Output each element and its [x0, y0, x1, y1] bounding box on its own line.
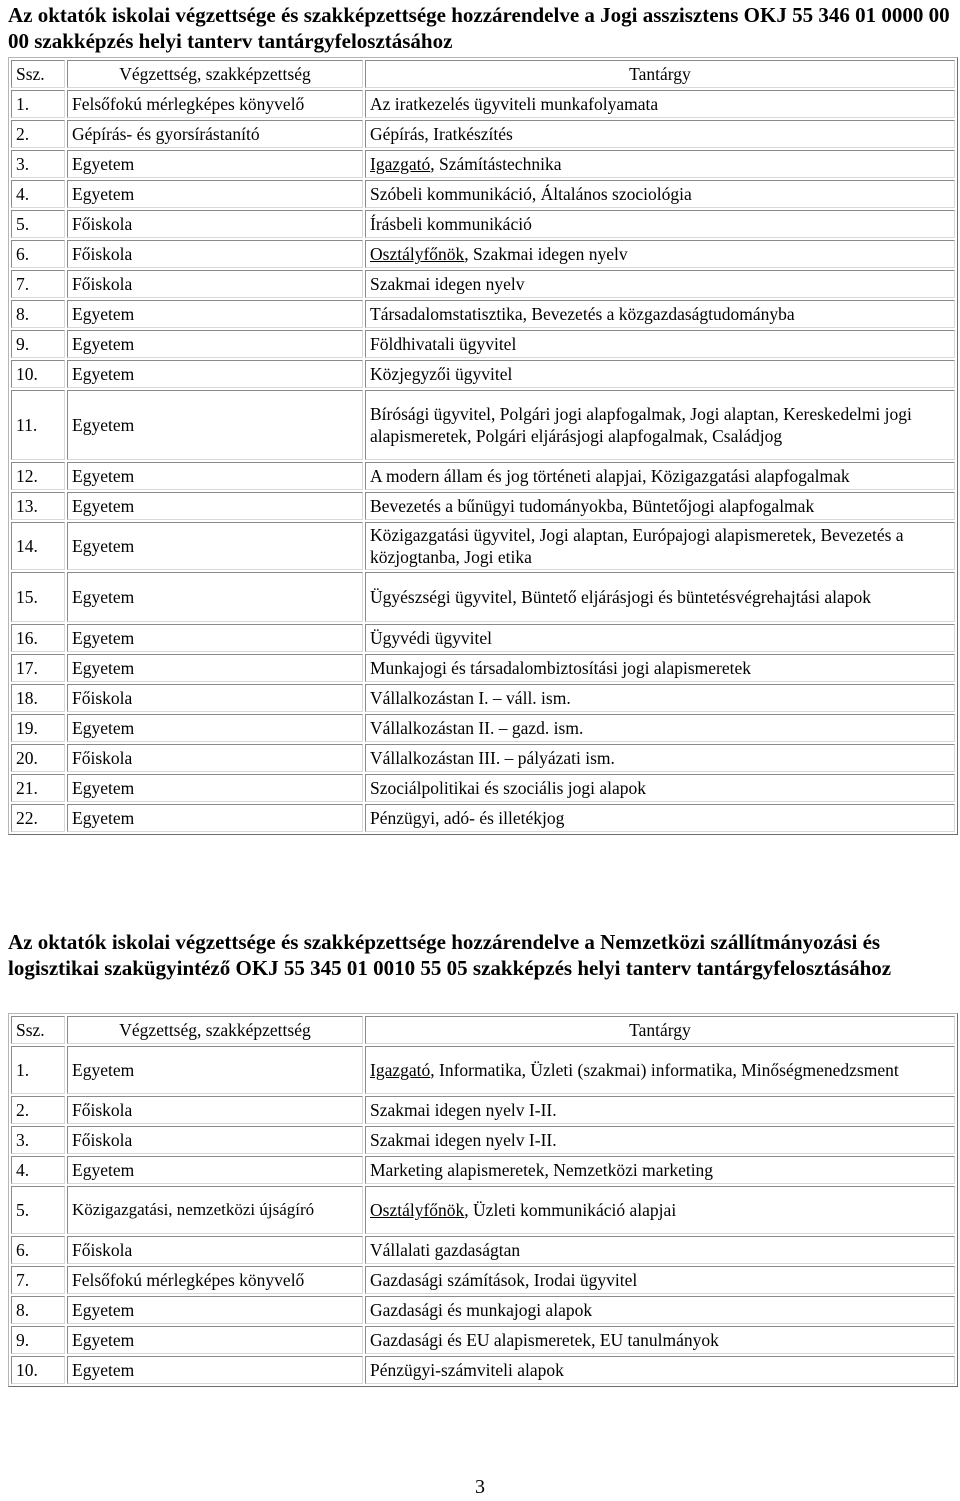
cell-vegzettseg: Egyetem: [67, 1296, 363, 1324]
cell-tantargy: [365, 572, 955, 622]
cell-tantargy: [365, 240, 955, 268]
table-row: [11, 120, 955, 148]
cell-tantargy: [365, 1326, 955, 1354]
table-row: [11, 654, 955, 682]
tantargy-text: Közigazgatási ügyvitel, Jogi alaptan, Európajogi alapismeretek, Bevezetés a közjogtanba, Jogi etika: [370, 525, 904, 567]
tantargy-text: Vállalkozástan III. – pályázati ism.: [370, 748, 615, 768]
cell-tantargy: [365, 1096, 955, 1124]
cell-vegzettseg: Egyetem: [67, 572, 363, 622]
cell-ssz: 16.: [11, 624, 65, 652]
cell-ssz: 8.: [11, 300, 65, 328]
cell-ssz: 11.: [11, 390, 65, 460]
tantargy-text: , Számítástechnika: [430, 154, 562, 174]
cell-vegzettseg: Egyetem: [67, 804, 363, 832]
header-tantargy: Tantárgy: [365, 60, 955, 88]
tantargy-text: Bevezetés a bűnügyi tudományokba, Büntetőjogi alapfogalmak: [370, 496, 815, 516]
table-row: [11, 624, 955, 652]
cell-tantargy: [365, 624, 955, 652]
underlined-role: Osztályfőnök: [370, 1200, 465, 1220]
cell-ssz: 2.: [11, 1096, 65, 1124]
cell-vegzettseg: Főiskola: [67, 1236, 363, 1264]
table-row: [11, 522, 955, 570]
cell-vegzettseg: Egyetem: [67, 714, 363, 742]
cell-tantargy: [365, 714, 955, 742]
table-row: [11, 1296, 955, 1324]
table-row: [11, 744, 955, 772]
cell-tantargy: [365, 1296, 955, 1324]
cell-ssz: 14.: [11, 522, 65, 570]
table-row: [11, 684, 955, 712]
table-row: [11, 1266, 955, 1294]
tantargy-text: Bírósági ügyvitel, Polgári jogi alapfogalmak, Jogi alaptan, Kereskedelmi jogi alapismeretek, Polgári eljárásjogi alapfogalmak, Családjog: [370, 404, 912, 446]
cell-vegzettseg: Egyetem: [67, 462, 363, 490]
cell-vegzettseg: Egyetem: [67, 390, 363, 460]
cell-vegzettseg: Egyetem: [67, 1046, 363, 1094]
cell-tantargy: [365, 120, 955, 148]
cell-ssz: 22.: [11, 804, 65, 832]
cell-vegzettseg: Gépírás- és gyorsírástanító: [67, 120, 363, 148]
cell-ssz: 2.: [11, 120, 65, 148]
tantargy-text: Írásbeli kommunikáció: [370, 214, 532, 234]
cell-vegzettseg: Egyetem: [67, 180, 363, 208]
tantargy-text: Marketing alapismeretek, Nemzetközi marketing: [370, 1160, 714, 1180]
cell-vegzettseg: Felsőfokú mérlegképes könyvelő: [67, 90, 363, 118]
cell-vegzettseg: Egyetem: [67, 1356, 363, 1384]
cell-tantargy: [365, 1126, 955, 1154]
cell-ssz: 17.: [11, 654, 65, 682]
table-row: [11, 492, 955, 520]
cell-ssz: 1.: [11, 1046, 65, 1094]
tantargy-text: Ügyészségi ügyvitel, Büntető eljárásjogi és büntetésvégrehajtási alapok: [370, 587, 872, 607]
tantargy-text: Munkajogi és társadalombiztosítási jogi alapismeretek: [370, 658, 752, 678]
table-row: [11, 572, 955, 622]
cell-ssz: 9.: [11, 330, 65, 358]
cell-ssz: 19.: [11, 714, 65, 742]
cell-vegzettseg: Főiskola: [67, 1096, 363, 1124]
table-header-row: [11, 60, 955, 88]
cell-tantargy: [365, 522, 955, 570]
tantargy-text: Társadalomstatisztika, Bevezetés a közgazdaságtudományba: [370, 304, 795, 324]
cell-ssz: 18.: [11, 684, 65, 712]
section-2-title: Az oktatók iskolai végzettsége és szakképzettsége hozzárendelve a Nemzetközi szállítmányozási és logisztikai szakügyintéző OKJ 55 345 01 0010 55 05 szakképzés helyi tanterv tantárgyfelosztásához: [8, 930, 892, 980]
cell-vegzettseg: Közigazgatási, nemzetközi újságíró: [67, 1186, 363, 1234]
table-header-row: [11, 1016, 955, 1044]
table-row: [11, 1236, 955, 1264]
cell-ssz: 3.: [11, 1126, 65, 1154]
cell-vegzettseg: Egyetem: [67, 150, 363, 178]
cell-vegzettseg: Egyetem: [67, 774, 363, 802]
cell-vegzettseg: Egyetem: [67, 492, 363, 520]
tantargy-text: Szociálpolitikai és szociális jogi alapok: [370, 778, 647, 798]
cell-tantargy: [365, 1186, 955, 1234]
cell-vegzettseg: Főiskola: [67, 270, 363, 298]
cell-tantargy: [365, 90, 955, 118]
cell-tantargy: [365, 180, 955, 208]
table-row: [11, 1096, 955, 1124]
tantargy-text: Pénzügyi-számviteli alapok: [370, 1360, 564, 1380]
cell-tantargy: [365, 390, 955, 460]
section-2-table: [8, 1013, 958, 1387]
cell-tantargy: [365, 360, 955, 388]
tantargy-text: A modern állam és jog történeti alapjai, Közigazgatási alapfogalmak: [370, 466, 850, 486]
cell-vegzettseg: Egyetem: [67, 654, 363, 682]
header-ssz: Ssz.: [11, 60, 65, 88]
cell-vegzettseg: Egyetem: [67, 360, 363, 388]
cell-ssz: 7.: [11, 270, 65, 298]
cell-vegzettseg: Főiskola: [67, 744, 363, 772]
cell-ssz: 12.: [11, 462, 65, 490]
cell-vegzettseg: Egyetem: [67, 300, 363, 328]
tantargy-text: Ügyvédi ügyvitel: [370, 628, 492, 648]
cell-ssz: 8.: [11, 1296, 65, 1324]
cell-tantargy: [365, 1356, 955, 1384]
underlined-role: Igazgató: [370, 1060, 431, 1080]
cell-vegzettseg: Egyetem: [67, 1326, 363, 1354]
cell-ssz: 9.: [11, 1326, 65, 1354]
table-row: [11, 240, 955, 268]
cell-vegzettseg: Főiskola: [67, 210, 363, 238]
table-row: [11, 1326, 955, 1354]
cell-ssz: 1.: [11, 90, 65, 118]
table-row: [11, 150, 955, 178]
section-1-title: Az oktatók iskolai végzettsége és szakképzettsége hozzárendelve a Jogi asszisztens OKJ 55 346 01 0000 00 00 szakképzés helyi tanterv tantárgyfelosztásához: [8, 3, 950, 53]
cell-tantargy: [365, 654, 955, 682]
tantargy-text: Az iratkezelés ügyviteli munkafolyamata: [370, 94, 659, 114]
tantargy-text: Szóbeli kommunikáció, Általános szociológia: [370, 184, 692, 204]
tantargy-text: Vállalkozástan II. – gazd. ism.: [370, 718, 584, 738]
tantargy-text: Szakmai idegen nyelv I-II.: [370, 1100, 557, 1120]
tantargy-text: Gépírás, Iratkészítés: [370, 124, 513, 144]
table-row: [11, 270, 955, 298]
tantargy-text: Vállalati gazdaságtan: [370, 1240, 521, 1260]
cell-ssz: 6.: [11, 1236, 65, 1264]
cell-ssz: 3.: [11, 150, 65, 178]
cell-ssz: 10.: [11, 360, 65, 388]
table-row: [11, 390, 955, 460]
cell-vegzettseg: Főiskola: [67, 684, 363, 712]
header-vegzettseg: Végzettség, szakképzettség: [67, 60, 363, 88]
tantargy-text: Gazdasági és EU alapismeretek, EU tanulmányok: [370, 1330, 719, 1350]
header-tantargy: Tantárgy: [365, 1016, 955, 1044]
tantargy-text: , Informatika, Üzleti (szakmai) informatika, Minőségmenedzsment: [430, 1060, 899, 1080]
table-row: [11, 1046, 955, 1094]
cell-tantargy: [365, 1046, 955, 1094]
cell-ssz: 21.: [11, 774, 65, 802]
cell-tantargy: [365, 1236, 955, 1264]
tantargy-text: Gazdasági és munkajogi alapok: [370, 1300, 593, 1320]
tantargy-text: Vállalkozástan I. – váll. ism.: [370, 688, 571, 708]
tantargy-text: , Szakmai idegen nyelv: [464, 244, 628, 264]
header-ssz: Ssz.: [11, 1016, 65, 1044]
cell-tantargy: [365, 1266, 955, 1294]
table-row: [11, 360, 955, 388]
cell-tantargy: [365, 210, 955, 238]
cell-ssz: 7.: [11, 1266, 65, 1294]
cell-tantargy: [365, 492, 955, 520]
header-vegzettseg: Végzettség, szakképzettség: [67, 1016, 363, 1044]
tantargy-text: Szakmai idegen nyelv I-II.: [370, 1130, 557, 1150]
cell-ssz: 15.: [11, 572, 65, 622]
cell-tantargy: [365, 684, 955, 712]
cell-ssz: 5.: [11, 1186, 65, 1234]
underlined-role: Igazgató: [370, 154, 431, 174]
cell-tantargy: [365, 270, 955, 298]
table-row: [11, 714, 955, 742]
cell-ssz: 6.: [11, 240, 65, 268]
cell-tantargy: [365, 330, 955, 358]
cell-tantargy: [365, 804, 955, 832]
cell-tantargy: [365, 462, 955, 490]
page-number: 3: [475, 1476, 485, 1498]
tantargy-text: Pénzügyi, adó- és illetékjog: [370, 808, 565, 828]
cell-ssz: 13.: [11, 492, 65, 520]
table-row: [11, 1356, 955, 1384]
table-row: [11, 180, 955, 208]
table-row: [11, 90, 955, 118]
cell-ssz: 4.: [11, 1156, 65, 1184]
tantargy-text: Földhivatali ügyvitel: [370, 334, 517, 354]
tantargy-text: Közjegyzői ügyvitel: [370, 364, 513, 384]
table-row: [11, 300, 955, 328]
table-row: [11, 462, 955, 490]
cell-vegzettseg: Főiskola: [67, 1126, 363, 1154]
table-row: [11, 330, 955, 358]
table-row: [11, 210, 955, 238]
tantargy-text: Szakmai idegen nyelv: [370, 274, 525, 294]
cell-ssz: 20.: [11, 744, 65, 772]
table-row: [11, 1126, 955, 1154]
cell-ssz: 4.: [11, 180, 65, 208]
cell-vegzettseg: Egyetem: [67, 1156, 363, 1184]
cell-ssz: 10.: [11, 1356, 65, 1384]
table-row: [11, 774, 955, 802]
cell-vegzettseg: Felsőfokú mérlegképes könyvelő: [67, 1266, 363, 1294]
cell-vegzettseg: Egyetem: [67, 522, 363, 570]
cell-vegzettseg: Főiskola: [67, 240, 363, 268]
table-row: [11, 1156, 955, 1184]
table-row: [11, 804, 955, 832]
cell-tantargy: [365, 744, 955, 772]
cell-vegzettseg: Egyetem: [67, 624, 363, 652]
section-1-table: [8, 57, 958, 835]
table-row: [11, 1186, 955, 1234]
cell-tantargy: [365, 150, 955, 178]
underlined-role: Osztályfőnök: [370, 244, 465, 264]
cell-tantargy: [365, 1156, 955, 1184]
cell-tantargy: [365, 300, 955, 328]
cell-tantargy: [365, 774, 955, 802]
tantargy-text: , Üzleti kommunikáció alapjai: [464, 1200, 677, 1220]
cell-vegzettseg: Egyetem: [67, 330, 363, 358]
cell-ssz: 5.: [11, 210, 65, 238]
tantargy-text: Gazdasági számítások, Irodai ügyvitel: [370, 1270, 638, 1290]
